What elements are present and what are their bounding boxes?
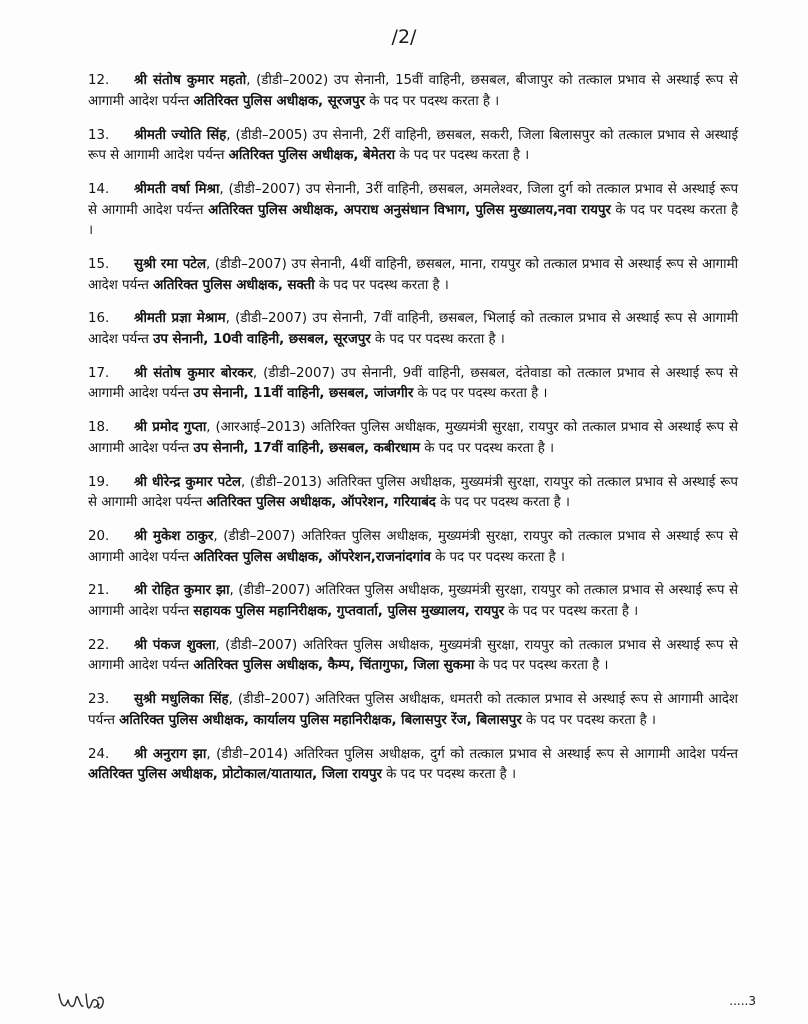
entry-number: 23. (88, 692, 110, 708)
posting-title: अतिरिक्त पुलिस अधीक्षक, सूरजपुर (193, 93, 366, 109)
posting-title: अतिरिक्त पुलिस अधीक्षक, बेमेतरा (228, 148, 396, 164)
order-entry-15 (88, 255, 738, 296)
entry-closing: के पद पर पदस्थ करता है । (370, 331, 505, 347)
entry-details: , (डीडी–2013) अतिरिक्त पुलिस अधीक्षक, मुख्यमंत्री सुरक्षा, रायपुर को तत्काल प्रभाव से अस्थाई रूप से आगामी आदेश पर्यन्त (88, 474, 738, 511)
entry-details: , (डीडी–2007) अतिरिक्त पुलिस अधीक्षक, मुख्यमंत्री सुरक्षा, रायपुर को तत्काल प्रभाव से अस्थाई रूप से आगामी आदेश पर्यन्त (88, 529, 739, 565)
entry-number: 18. (88, 420, 110, 436)
order-entry-14 (88, 180, 738, 242)
officer-name: श्रीमती प्रज्ञा मेश्राम (134, 311, 226, 327)
entry-number: 16. (88, 311, 110, 327)
posting-title: अतिरिक्त पुलिस अधीक्षक, अपराध अनुसंधान विभाग, पुलिस मुख्यालय,नवा रायपुर (208, 202, 611, 218)
posting-title: अतिरिक्त पुलिस अधीक्षक, ऑपरेशन,राजनांदगांव (193, 549, 431, 565)
order-entry-18 (88, 418, 738, 459)
entry-closing: के पद पर पदस्थ करता है । (521, 712, 656, 728)
officer-name: श्री संतोष कुमार महतो (134, 73, 247, 89)
officer-name: श्री धीरेन्द्र कुमार पटेल (134, 474, 241, 490)
posting-title: उप सेनानी, 11वीं वाहिनी, छसबल, जांजगीर (193, 386, 414, 402)
entry-closing: के पद पर पदस्थ करता है । (395, 148, 530, 164)
posting-title: सहायक पुलिस महानिरीक्षक, गुप्तवार्ता, पुलिस मुख्यालय, रायपुर (193, 603, 505, 619)
entry-number: 14. (88, 182, 110, 198)
order-entry-13 (88, 126, 738, 167)
entry-closing: के पद पर पदस्थ करता है । (419, 440, 555, 456)
entry-closing: के पद पर पदस्थ करता है । (381, 767, 516, 783)
officer-name: श्री पंकज शुक्ला (134, 637, 216, 653)
posting-title: उप सेनानी, 17वीं वाहिनी, छसबल, कबीरधाम (193, 440, 420, 456)
posting-title: अतिरिक्त पुलिस अधीक्षक, कार्यालय पुलिस महानिरीक्षक, बिलासपुर रेंज, बिलासपुर (119, 712, 522, 728)
entry-closing: के पद पर पदस्थ करता है । (435, 495, 570, 511)
entry-details: , (डीडी–2007) उप सेनानी, 7वीं वाहिनी, छसबल, भिलाई को तत्काल प्रभाव से अस्थाई रूप से आगामी आदेश पर्यन्त (88, 311, 739, 347)
officer-name: श्री संतोष कुमार बोरकर (134, 365, 253, 381)
entry-number: 19. (88, 474, 110, 490)
officer-name: श्री प्रमोद गुप्ता (134, 420, 207, 436)
order-entry-20 (88, 527, 738, 568)
entry-details: , (डीडी–2007) अतिरिक्त पुलिस अधीक्षक, मुख्यमंत्री सुरक्षा, रायपुर को तत्काल प्रभाव से अस्थाई रूप से आगामी आदेश पर्यन्त (88, 583, 739, 619)
entry-details: , (डीडी–2007) उप सेनानी, 4थीं वाहिनी, छसबल, माना, रायपुर को तत्काल प्रभाव से अस्थाई रूप से आगामी आदेश पर्यन्त (88, 257, 738, 293)
order-entry-17 (88, 364, 738, 405)
officer-name: सुश्री रमा पटेल (134, 257, 206, 273)
entry-closing: के पद पर पदस्थ करता है । (365, 93, 500, 109)
entry-details: , (डीडी–2002) उप सेनानी, 15वीं वाहिनी, छसबल, बीजापुर को तत्काल प्रभाव से अस्थाई रूप से आगामी आदेश पर्यन्त (88, 73, 738, 109)
entry-details: , (आरआई–2013) अतिरिक्त पुलिस अधीक्षक, मुख्यमंत्री सुरक्षा, रायपुर को तत्काल प्रभाव से अस्थाई रूप से आगामी आदेश पर्यन्त (88, 420, 738, 456)
posting-title: अतिरिक्त पुलिस अधीक्षक, प्रोटोकाल/यातायात, जिला रायपुर (88, 767, 382, 783)
signature-mark (56, 986, 108, 1014)
entry-number: 13. (88, 127, 110, 143)
entry-closing: के पद पर पदस्थ करता है । (88, 202, 739, 239)
entry-closing: के पद पर पदस्थ करता है । (474, 658, 609, 674)
entry-number: 20. (88, 529, 110, 545)
posting-title: अतिरिक्त पुलिस अधीक्षक, सक्ती (153, 277, 315, 293)
officer-name: श्रीमती वर्षा मिश्रा (134, 182, 220, 198)
officer-name: श्रीमती ज्योति सिंह (134, 127, 227, 143)
entry-number: 21. (88, 583, 110, 599)
entry-closing: के पद पर पदस्थ करता है । (314, 277, 449, 293)
order-entry-23 (88, 690, 738, 731)
entry-closing: के पद पर पदस्थ करता है । (430, 549, 565, 565)
posting-title: अतिरिक्त पुलिस अधीक्षक, ऑपरेशन, गरियाबंद (206, 495, 436, 511)
entry-number: 12. (88, 73, 110, 89)
entry-number: 15. (88, 257, 110, 273)
entry-details: , (डीडी–2014) अतिरिक्त पुलिस अधीक्षक, दुर्ग को तत्काल प्रभाव से अस्थाई रूप से आगामी आदेश पर्यन्त (206, 746, 738, 762)
officer-name: सुश्री मधुलिका सिंह (134, 692, 229, 708)
entry-number: 24. (88, 746, 110, 762)
entry-details: , (डीडी–2005) उप सेनानी, 2रीं वाहिनी, छसबल, सकरी, जिला बिलासपुर को तत्काल प्रभाव से अस्थाई रूप से आगामी आदेश पर्यन्त (88, 127, 738, 164)
order-entry-22 (88, 636, 738, 677)
entry-details: , (डीडी–2007) उप सेनानी, 3रीं वाहिनी, छसबल, अमलेश्वर, जिला दुर्ग को तत्काल प्रभाव से अस्थाई रूप से आगामी आदेश पर्यन्त (88, 182, 739, 218)
officer-name: श्री रोहित कुमार झा (134, 583, 230, 599)
order-entry-24 (88, 745, 738, 786)
entry-closing: के पद पर पदस्थ करता है । (413, 386, 548, 402)
order-entry-16 (88, 309, 738, 350)
entry-closing: के पद पर पदस्थ करता है । (504, 603, 639, 619)
order-entries (88, 58, 738, 797)
entry-number: 17. (88, 365, 110, 381)
order-entry-21 (88, 581, 738, 622)
posting-title: अतिरिक्त पुलिस अधीक्षक, कैम्प, चिंतागुफा, जिला सुकमा (193, 658, 475, 674)
entry-details: , (डीडी–2007) उप सेनानी, 9वीं वाहिनी, छसबल, दंतेवाडा को तत्काल प्रभाव से अस्थाई रूप से आगामी आदेश पर्यन्त (88, 365, 738, 402)
order-entry-19 (88, 473, 738, 514)
posting-title: उप सेनानी, 10वी वाहिनी, छसबल, सूरजपुर (153, 331, 371, 347)
page-number: /2/ (391, 26, 417, 48)
entry-details: , (डीडी–2007) अतिरिक्त पुलिस अधीक्षक, धमतरी को तत्काल प्रभाव से अस्थाई रूप से आगामी आदेश पर्यन्त (88, 692, 738, 728)
order-entry-12 (88, 71, 738, 112)
entry-number: 22. (88, 637, 110, 653)
continued-page-marker: .....3 (729, 994, 756, 1008)
officer-name: श्री मुकेश ठाकुर (134, 529, 214, 545)
officer-name: श्री अनुराग झा (134, 746, 207, 762)
entry-details: , (डीडी–2007) अतिरिक्त पुलिस अधीक्षक, मुख्यमंत्री सुरक्षा, रायपुर को तत्काल प्रभाव से अस्थाई रूप से आगामी आदेश पर्यन्त (88, 637, 738, 674)
